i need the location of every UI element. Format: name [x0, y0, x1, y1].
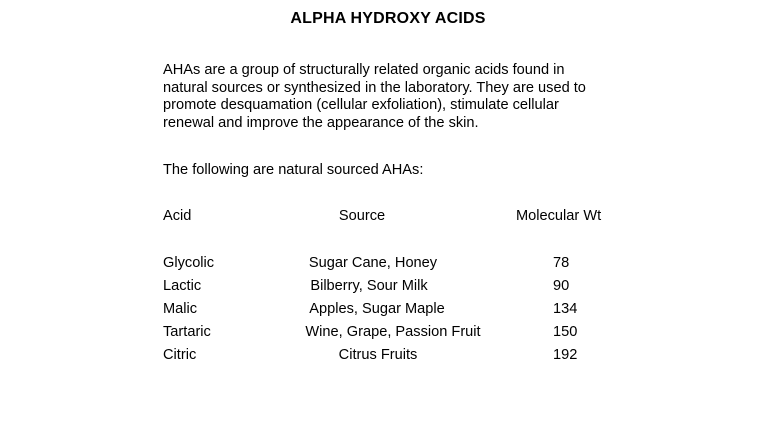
- header-acid: Acid: [163, 208, 192, 224]
- header-source: Source: [338, 208, 386, 224]
- lead-sentence: The following are natural sourced AHAs:: [163, 162, 424, 178]
- table-row-acid: Glycolic: [163, 255, 215, 271]
- table-row-weight: 134: [553, 301, 578, 317]
- table-row-acid: Malic: [163, 301, 198, 317]
- intro-line: promote desquamation (cellular exfoliation), stimulate cellular: [163, 97, 559, 114]
- table-row-source: Sugar Cane, Honey: [308, 255, 438, 271]
- document-title: ALPHA HYDROXY ACIDS: [290, 10, 486, 27]
- table-row-acid: Lactic: [163, 278, 202, 294]
- table-row-source: Apples, Sugar Maple: [309, 301, 445, 317]
- intro-line: natural sources or synthesized in the laboratory. They are used to: [163, 79, 586, 96]
- header-molecular-wt: Molecular Wt: [516, 208, 602, 224]
- table-row-weight: 78: [553, 255, 570, 271]
- table-row-acid: Tartaric: [163, 324, 211, 340]
- intro-paragraph: [163, 62, 608, 133]
- intro-line: AHAs are a group of structurally related organic acids found in: [163, 62, 565, 78]
- table-row-source: Citrus Fruits: [338, 347, 418, 363]
- table-row-weight: 90: [553, 278, 570, 294]
- table-row-source: Bilberry, Sour Milk: [310, 278, 428, 294]
- table-row-weight: 192: [553, 347, 578, 363]
- table-row-acid: Citric: [163, 347, 197, 363]
- table-row-source: Wine, Grape, Passion Fruit: [305, 324, 481, 340]
- table-row-weight: 150: [553, 324, 578, 340]
- intro-line: renewal and improve the appearance of the skin.: [163, 115, 479, 132]
